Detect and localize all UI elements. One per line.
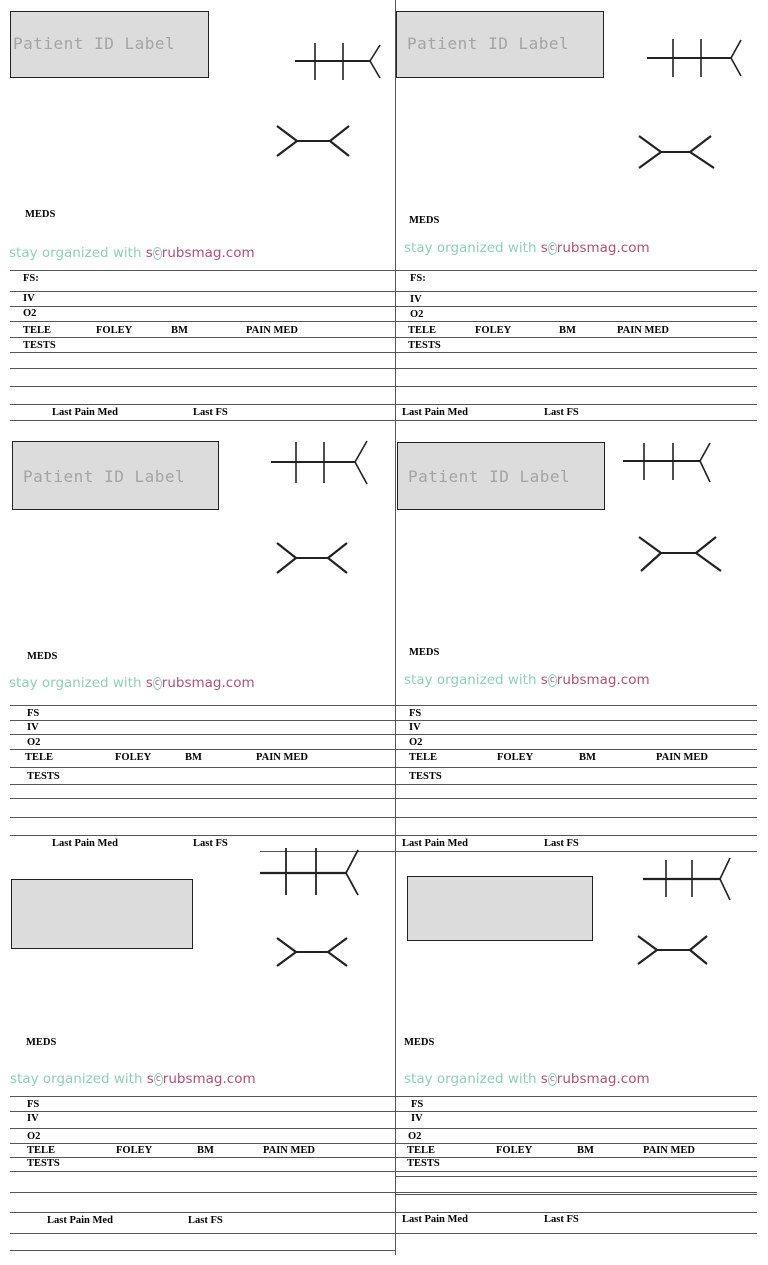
pain-med-label: PAIN MED — [263, 1145, 316, 1156]
row-line — [10, 1128, 395, 1129]
row-line — [10, 420, 395, 421]
row-line — [396, 1171, 757, 1172]
last-pain-med-label: Last Pain Med — [402, 407, 468, 418]
row-line — [10, 1096, 395, 1097]
iv-label: IV — [411, 1113, 423, 1124]
bm-label: BM — [579, 752, 596, 763]
o2-label: O2 — [409, 737, 423, 748]
row-line — [396, 720, 757, 721]
tele-label: TELE — [25, 752, 54, 763]
iv-label: IV — [27, 722, 39, 733]
row-line — [10, 1171, 395, 1172]
meds-label: MEDS — [404, 1037, 435, 1048]
row-line — [396, 306, 757, 307]
row-line — [10, 1143, 395, 1144]
row-line — [10, 784, 395, 785]
fishbone-lab-diagram-icon — [620, 440, 720, 488]
row-line — [10, 1212, 395, 1213]
last-pain-med-label: Last Pain Med — [52, 838, 118, 849]
row-line — [396, 784, 757, 785]
row-line — [396, 767, 757, 768]
fs-label: FS — [27, 1099, 40, 1110]
fishbone-lab-diagram-icon — [268, 438, 373, 488]
bm-label: BM — [197, 1145, 214, 1156]
meds-label: MEDS — [25, 209, 56, 220]
row-line — [396, 1128, 757, 1129]
last-pain-med-label: Last Pain Med — [52, 407, 118, 418]
foley-label: FOLEY — [96, 325, 133, 336]
row-line — [396, 1194, 757, 1195]
fs-label: FS: — [23, 273, 39, 284]
row-line — [10, 270, 395, 271]
tests-label: TESTS — [408, 340, 441, 351]
tests-label: TESTS — [407, 1158, 440, 1169]
row-line — [10, 720, 395, 721]
row-line — [396, 1111, 757, 1112]
bm-label: BM — [577, 1145, 594, 1156]
electrolyte-lab-diagram-icon — [636, 534, 728, 576]
scrubsmag-watermark: stay organized with s c rubsmag.com — [404, 240, 650, 256]
row-line — [10, 368, 395, 369]
o2-label: O2 — [23, 308, 37, 319]
last-fs-label: Last FS — [193, 838, 228, 849]
row-line — [10, 386, 395, 387]
row-line — [10, 306, 395, 307]
row-line — [396, 368, 757, 369]
row-line — [10, 321, 395, 322]
row-line — [10, 337, 395, 338]
pain-med-label: PAIN MED — [656, 752, 709, 763]
row-line — [396, 420, 757, 421]
tests-label: TESTS — [27, 1158, 60, 1169]
patient-id-label-box — [12, 441, 219, 510]
row-line — [10, 1233, 395, 1234]
row-line — [10, 817, 395, 818]
column-divider — [395, 0, 396, 1255]
row-line — [396, 270, 757, 271]
pain-med-label: PAIN MED — [617, 325, 670, 336]
fishbone-lab-diagram-icon — [290, 40, 390, 85]
last-fs-label: Last FS — [193, 407, 228, 418]
row-line — [10, 1192, 395, 1193]
tele-label: TELE — [27, 1145, 56, 1156]
bm-label: BM — [171, 325, 188, 336]
electrolyte-lab-diagram-icon — [636, 133, 721, 173]
patient-id-label-text: Patient ID Label — [23, 467, 186, 486]
pain-med-label: PAIN MED — [643, 1145, 696, 1156]
row-line — [396, 386, 757, 387]
last-pain-med-label: Last Pain Med — [402, 838, 468, 849]
row-line — [396, 1192, 757, 1193]
foley-label: FOLEY — [475, 325, 512, 336]
pain-med-label: PAIN MED — [246, 325, 299, 336]
fs-label: FS — [27, 708, 40, 719]
row-line — [10, 1157, 395, 1158]
foley-label: FOLEY — [115, 752, 152, 763]
foley-label: FOLEY — [497, 752, 534, 763]
fishbone-lab-diagram-icon — [258, 845, 368, 900]
o2-label: O2 — [408, 1131, 422, 1142]
row-line — [10, 767, 395, 768]
scrubsmag-watermark: stay organized with s c rubsmag.com — [404, 1071, 650, 1087]
last-fs-label: Last FS — [544, 407, 579, 418]
row-line — [396, 1212, 757, 1213]
row-line — [396, 817, 757, 818]
fishbone-lab-diagram-icon — [645, 36, 745, 81]
patient-id-label-box — [10, 11, 209, 78]
scrubsmag-watermark: stay organized with s c rubsmag.com — [9, 675, 255, 691]
row-line — [396, 705, 757, 706]
row-line — [10, 749, 395, 750]
iv-label: IV — [410, 294, 422, 305]
last-fs-label: Last FS — [544, 838, 579, 849]
row-line — [10, 705, 395, 706]
electrolyte-lab-diagram-icon — [273, 935, 358, 971]
bm-label: BM — [559, 325, 576, 336]
patient-id-label-box — [397, 442, 605, 510]
row-line — [10, 835, 395, 836]
iv-label: IV — [409, 722, 421, 733]
patient-id-box-empty — [407, 876, 593, 941]
bm-label: BM — [185, 752, 202, 763]
tests-label: TESTS — [23, 340, 56, 351]
electrolyte-lab-diagram-icon — [273, 540, 358, 580]
row-line — [10, 291, 395, 292]
row-line — [396, 291, 757, 292]
row-line — [396, 798, 757, 799]
row-line — [10, 404, 395, 405]
row-line — [396, 321, 757, 322]
tele-label: TELE — [409, 752, 438, 763]
row-line — [396, 1176, 757, 1177]
tele-label: TELE — [23, 325, 52, 336]
patient-id-label-box — [396, 11, 604, 78]
pain-med-label: PAIN MED — [256, 752, 309, 763]
patient-id-label-text: Patient ID Label — [408, 467, 571, 486]
tele-label: TELE — [408, 325, 437, 336]
last-fs-label: Last FS — [188, 1215, 223, 1226]
last-pain-med-label: Last Pain Med — [47, 1215, 113, 1226]
last-fs-label: Last FS — [544, 1214, 579, 1225]
meds-label: MEDS — [409, 647, 440, 658]
row-line — [396, 749, 757, 750]
last-pain-med-label: Last Pain Med — [402, 1214, 468, 1225]
tests-label: TESTS — [27, 771, 60, 782]
o2-label: O2 — [410, 309, 424, 320]
foley-label: FOLEY — [496, 1145, 533, 1156]
scrubsmag-watermark: stay organized with s c rubsmag.com — [9, 245, 255, 261]
patient-id-label-text: Patient ID Label — [407, 34, 570, 53]
meds-label: MEDS — [26, 1037, 57, 1048]
fishbone-lab-diagram-icon — [640, 855, 740, 903]
iv-label: IV — [23, 293, 35, 304]
row-line — [10, 1250, 395, 1251]
scrubsmag-watermark: stay organized with s c rubsmag.com — [10, 1071, 256, 1087]
row-line — [396, 835, 757, 836]
tests-label: TESTS — [409, 771, 442, 782]
meds-label: MEDS — [409, 215, 440, 226]
row-line — [396, 851, 757, 852]
row-line — [396, 734, 757, 735]
row-line — [396, 404, 757, 405]
electrolyte-lab-diagram-icon — [635, 933, 720, 969]
fs-label: FS: — [410, 273, 426, 284]
row-line — [10, 798, 395, 799]
tele-label: TELE — [407, 1145, 436, 1156]
iv-label: IV — [27, 1113, 39, 1124]
row-line — [10, 1111, 395, 1112]
scrubsmag-watermark: stay organized with s c rubsmag.com — [404, 672, 650, 688]
row-line — [396, 1096, 757, 1097]
o2-label: O2 — [27, 1131, 41, 1142]
row-line — [396, 1143, 757, 1144]
row-line — [10, 734, 395, 735]
fs-label: FS — [409, 708, 422, 719]
row-line — [396, 352, 757, 353]
fs-label: FS — [411, 1099, 424, 1110]
o2-label: O2 — [27, 737, 41, 748]
row-line — [396, 337, 757, 338]
row-line — [396, 1157, 757, 1158]
electrolyte-lab-diagram-icon — [272, 120, 357, 160]
foley-label: FOLEY — [116, 1145, 153, 1156]
patient-id-label-text: Patient ID Label — [13, 34, 176, 53]
meds-label: MEDS — [27, 651, 58, 662]
row-line — [10, 352, 395, 353]
patient-id-box-empty — [11, 879, 193, 949]
row-line — [396, 1233, 757, 1234]
